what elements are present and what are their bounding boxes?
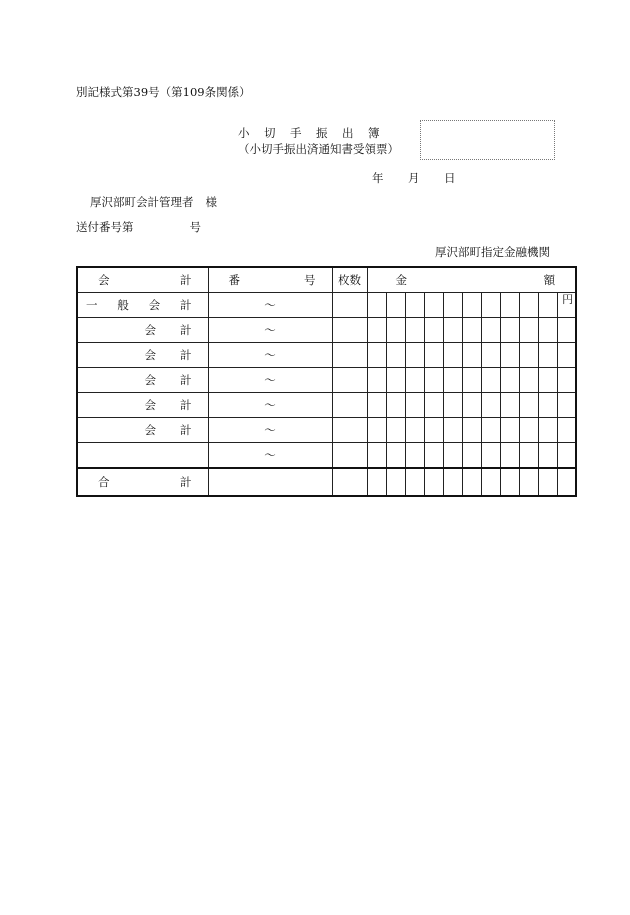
stamp-box[interactable] (420, 120, 555, 160)
title-char: 簿 (368, 126, 380, 140)
addressee-honorific: 様 (205, 195, 217, 209)
title-char: 振 (316, 126, 328, 140)
transmit-number (76, 219, 201, 235)
header-amount: 金 額 (367, 267, 576, 293)
table-row (77, 418, 576, 443)
ledger-table (76, 266, 577, 497)
table-row (77, 318, 576, 343)
title-char: 手 (290, 126, 302, 140)
table-row (77, 368, 576, 393)
number-range-cell[interactable]: 〜 (208, 343, 332, 368)
number-range-cell[interactable]: 〜 (208, 368, 332, 393)
bank-name: 厚沢部町指定金融機関 (435, 245, 550, 259)
count-cell[interactable] (332, 293, 367, 318)
header-row (77, 267, 576, 293)
date-day: 日 (444, 171, 456, 185)
header-account: 会 計 (77, 267, 208, 293)
form-title (238, 125, 394, 141)
account-cell[interactable] (77, 443, 208, 469)
account-cell[interactable]: 会 計 (77, 368, 208, 393)
number-range-cell[interactable]: 〜 (208, 418, 332, 443)
total-row (77, 468, 576, 496)
transmit-prefix: 送付番号第 (76, 220, 134, 234)
amount-yen-cell[interactable] (557, 293, 576, 318)
form-subtitle: （小切手振出済通知書受領票） (238, 142, 399, 156)
title-char: 小 (238, 126, 250, 140)
number-range-cell[interactable]: 〜 (208, 393, 332, 418)
date-year: 年 (372, 171, 384, 185)
date-line (372, 170, 480, 186)
account-cell[interactable]: 会 計 (77, 318, 208, 343)
form-id: 別記様式第39号（第109条関係） (76, 85, 251, 99)
table-row (77, 443, 576, 469)
addressee-name: 厚沢部町会計管理者 (90, 195, 194, 209)
number-range-cell[interactable]: 〜 (208, 293, 332, 318)
title-char: 出 (342, 126, 354, 140)
account-cell[interactable]: 一 般 会 計 (77, 293, 208, 318)
title-char: 切 (264, 126, 276, 140)
account-cell[interactable]: 会 計 (77, 418, 208, 443)
table-row (77, 343, 576, 368)
header-number: 番 号 (208, 267, 332, 293)
table-row (77, 393, 576, 418)
transmit-suffix: 号 (189, 220, 201, 234)
table-row (77, 293, 576, 318)
header-count: 枚数 (332, 267, 367, 293)
yen-label: 円 (562, 293, 574, 306)
number-range-cell[interactable]: 〜 (208, 318, 332, 343)
addressee (90, 194, 217, 210)
total-label-cell: 合 計 (77, 468, 208, 496)
account-cell[interactable]: 会 計 (77, 393, 208, 418)
date-month: 月 (408, 171, 420, 185)
number-range-cell[interactable]: 〜 (208, 443, 332, 469)
account-cell[interactable]: 会 計 (77, 343, 208, 368)
